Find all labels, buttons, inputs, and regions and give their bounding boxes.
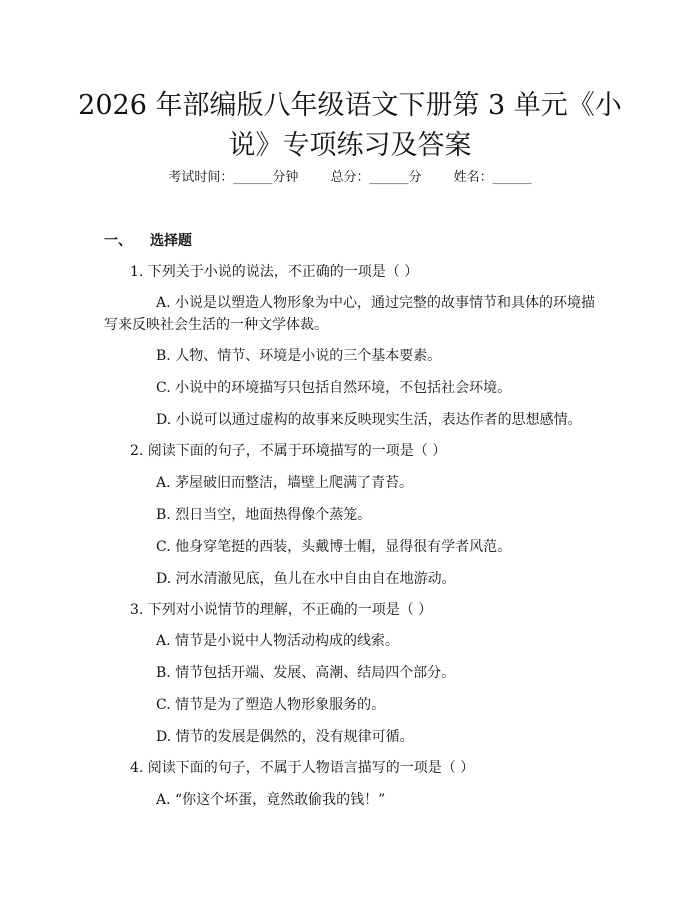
- exam-info-row: [0, 168, 700, 188]
- question-option: C. 他身穿笔挺的西装，头戴博士帽，显得很有学者风范。: [156, 539, 512, 555]
- question-stem: 3. 下列对小说情节的理解，不正确的一项是（ ）: [130, 602, 433, 618]
- question-option: B. 人物、情节、环境是小说的三个基本要素。: [156, 348, 442, 364]
- question-stem: 2. 阅读下面的句子，不属于环境描写的一项是（ ）: [130, 443, 447, 459]
- question-option: A. “你这个坏蛋，竟然敢偷我的钱！”: [156, 792, 386, 808]
- document-title-line-2: 说》专项练习及答案: [228, 130, 472, 161]
- student-name-field: 姓名：______: [453, 170, 532, 185]
- total-score-field: 总分：______分: [330, 170, 422, 185]
- section-number: 一、: [104, 233, 132, 249]
- question-option: A. 茅屋破旧而整洁，墙壁上爬满了青苔。: [156, 475, 414, 491]
- question-option: B. 烈日当空，地面热得像个蒸笼。: [156, 507, 372, 523]
- question-option: D. 情节的发展是偶然的，没有规律可循。: [156, 729, 414, 745]
- section-title: 选择题: [150, 233, 192, 249]
- question-option: A. 小说是以塑造人物形象为中心，通过完整的故事情节和具体的环境描: [156, 295, 596, 311]
- question-option: D. 小说可以通过虚构的故事来反映现实生活，表达作者的思想感情。: [156, 412, 582, 428]
- question-option: D. 河水清澈见底，鱼儿在水中自由自在地游动。: [156, 571, 456, 587]
- question-stem: 1. 下列关于小说的说法，不正确的一项是（ ）: [130, 264, 419, 280]
- question-option: A. 情节是小说中人物活动构成的线索。: [156, 633, 400, 649]
- section-heading: [104, 231, 192, 251]
- question-option: C. 情节是为了塑造人物形象服务的。: [156, 697, 386, 713]
- question-stem: 4. 阅读下面的句子，不属于人物语言描写的一项是（ ）: [130, 760, 475, 776]
- document-title-line-1: 2026 年部编版八年级语文下册第 3 单元《小: [78, 90, 622, 121]
- exam-time-field: 考试时间：______分钟: [168, 170, 299, 185]
- question-option-continuation: 写来反映社会生活的一种文学体裁。: [104, 317, 328, 333]
- question-option: B. 情节包括开端、发展、高潮、结局四个部分。: [156, 665, 456, 681]
- question-option: C. 小说中的环境描写只包括自然环境，不包括社会环境。: [156, 380, 512, 396]
